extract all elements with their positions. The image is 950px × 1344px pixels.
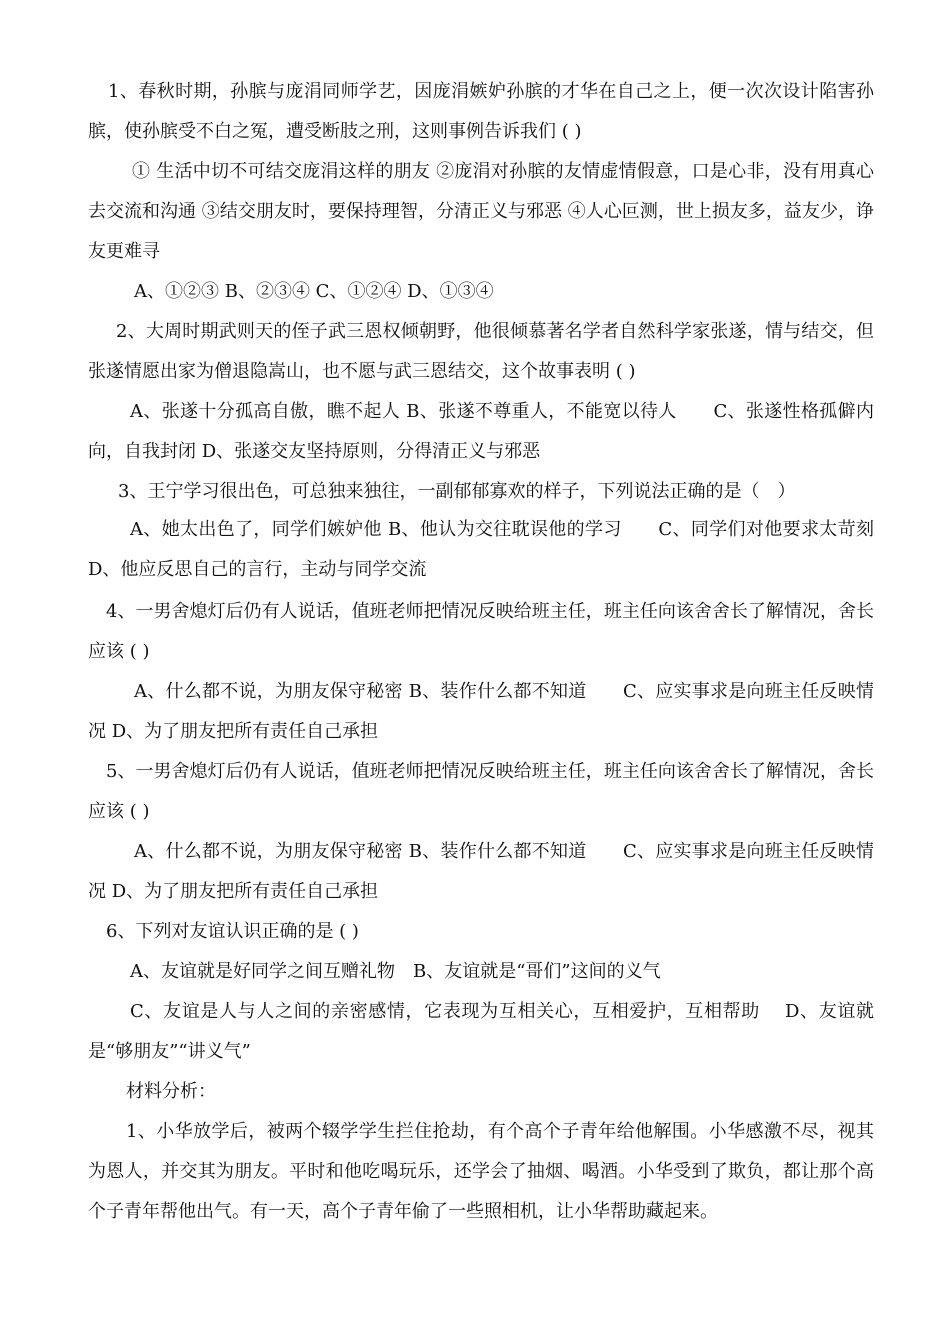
question-3-stem: 3、王宁学习很出色，可总独来独往，一副郁郁寡欢的样子，下列说法正确的是（ ） <box>118 481 796 502</box>
question-1-statements: ① 生活中切不可结交庞涓这样的朋友 ②庞涓对孙膑的友情虚情假意，口是心非，没有用真心去交流和沟通 ③结交朋友时，要保持理智，分清正义与邪恶 ④人心叵测，世上损友多，益友少，诤友更难寻 <box>88 161 874 262</box>
analysis-heading: 材料分析： <box>126 1081 216 1102</box>
question-1-options: A、①②③ B、②③④ C、①②④ D、①③④ <box>134 281 494 302</box>
question-5-stem: 5、一男舍熄灯后仍有人说话，值班老师把情况反映给班主任，班主任向该舍舍长了解情况，舍长应该 ( ) <box>88 761 874 822</box>
question-6-options-cd: C、友谊是人与人之间的亲密感情，它表现为互相关心，互相爱护，互相帮助 D、友谊就是“够朋友”“讲义气” <box>88 1001 874 1062</box>
question-1-stem: 1、春秋时期，孙膑与庞涓同师学艺，因庞涓嫉妒孙膑的才华在自己之上，便一次次设计陷害孙膑，使孙膑受不白之冤，遭受断肢之刑，这则事例告诉我们 ( ) <box>88 81 874 142</box>
question-6-options-ab: A、友谊就是好同学之间互赠礼物 B、友谊就是“哥们”这间的义气 <box>130 961 661 982</box>
question-6-stem: 6、下列对友谊认识正确的是 ( ) <box>106 921 359 942</box>
question-2-stem: 2、大周时期武则天的侄子武三恩权倾朝野，他很倾慕著名学者自然科学家张遂，情与结交，但张遂情愿出家为僧退隐嵩山，也不愿与武三恩结交，这个故事表明 ( ) <box>88 321 874 382</box>
analysis-item-1: 1、小华放学后，被两个辍学学生拦住抢劫，有个高个子青年给他解围。小华感激不尽，视其为恩人，并交其为朋友。平时和他吃喝玩乐，还学会了抽烟、喝酒。小华受到了欺负，都让那个高个子青年帮他出气。有一天，高个子青年偷了一些照相机，让小华帮助藏起来。 <box>88 1121 874 1222</box>
question-5-options: A、什么都不说，为朋友保守秘密 B、装作什么都不知道 C、应实事求是向班主任反映情况 D、为了朋友把所有责任自己承担 <box>88 841 874 902</box>
question-3-options: A、她太出色了，同学们嫉妒他 B、他认为交往耽误他的学习 C、同学们对他要求太苛刻 D、他应反思自己的言行，主动与同学交流 <box>88 519 892 580</box>
question-2-options: A、张遂十分孤高自傲，瞧不起人 B、张遂不尊重人，不能宽以待人 C、张遂性格孤僻内向，自我封闭 D、张遂交友坚持原则，分得清正义与邪恶 <box>88 401 874 462</box>
question-4-stem: 4、一男舍熄灯后仍有人说话，值班老师把情况反映给班主任，班主任向该舍舍长了解情况，舍长应该 ( ) <box>88 601 874 662</box>
question-4-options: A、什么都不说，为朋友保守秘密 B、装作什么都不知道 C、应实事求是向班主任反映情况 D、为了朋友把所有责任自己承担 <box>88 681 874 742</box>
